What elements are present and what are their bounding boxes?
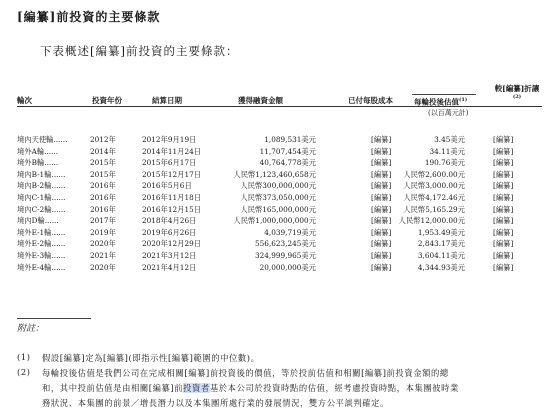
notes-label: 附註： [17, 324, 45, 334]
cell-date: 2015年12月17日 [142, 169, 202, 179]
cell-amount: 556,623,245美元 [254, 239, 316, 249]
cell-discount: [編纂] [493, 239, 514, 249]
cell-valuation: 4,344.93美元 [417, 262, 465, 272]
cell-valuation: 人民幣2,600.00元 [403, 169, 465, 179]
cell-date: 2012年9月19日 [142, 135, 197, 144]
cell-valuation: 3,604.11美元 [417, 251, 465, 260]
table-row [0, 192, 556, 203]
cell-round: 境外E-3輪...... [17, 251, 66, 260]
cell-valuation: 190.76美元 [424, 158, 465, 168]
table-row [0, 227, 556, 238]
cell-amount: 324,999,965美元 [254, 251, 316, 260]
header-year: 投資年份 [92, 96, 122, 105]
cell-round: 境內B-1輪...... [17, 169, 66, 179]
note-1-text: 假設[編纂]定為[編纂](即指示性[編纂]範圍的中位數)。 [42, 353, 260, 363]
valuation-rule [412, 94, 476, 95]
cell-valuation: 人民幣3,000.00元 [403, 181, 465, 191]
cell-year: 2015年 [90, 169, 116, 179]
cell-discount: [編纂] [493, 227, 514, 237]
cell-discount: [編纂] [493, 193, 514, 202]
header-discount-ref: (2) [512, 94, 522, 100]
note-2-line-2 [42, 382, 459, 394]
header-valuation-ref: (1) [459, 97, 468, 103]
cell-round: 境內C-1輪...... [17, 193, 66, 202]
header-rule [17, 106, 542, 107]
cell-cost: [編纂] [371, 146, 392, 156]
cell-year: 2021年 [90, 251, 116, 260]
cell-cost: [編纂] [371, 239, 392, 249]
cell-valuation: 人民幣5,165.29元 [403, 204, 465, 214]
cell-date: 2016年5月6日 [142, 181, 192, 191]
cell-valuation: 1,953.49美元 [417, 227, 465, 237]
cell-cost: [編纂] [371, 204, 392, 214]
cell-valuation: 3.45美元 [434, 135, 465, 144]
cell-cost: [編纂] [371, 262, 392, 272]
cell-year: 2017年 [90, 216, 116, 226]
header-round: 輪次 [17, 96, 32, 105]
cell-discount: [編纂] [493, 181, 514, 191]
cell-year: 2016年 [90, 181, 116, 191]
table-row [0, 134, 556, 145]
cell-date: 2019年6月26日 [142, 227, 197, 237]
cell-valuation: 人民幣12,000.00元 [398, 216, 465, 226]
notes-rule [17, 318, 91, 319]
cell-round: 境外B輪...... [17, 158, 59, 168]
cell-round: 境外E-4輪...... [17, 262, 66, 272]
cell-year: 2020年 [90, 262, 116, 272]
table-row [0, 262, 556, 273]
note-2-line-2-start: 和，其中投前估值是由相關[編纂]前 [42, 383, 184, 393]
cell-date: 2018年4月26日 [142, 216, 197, 226]
cell-discount: [編纂] [493, 262, 514, 272]
table-row [0, 146, 556, 157]
cell-cost: [編纂] [371, 216, 392, 226]
note-2-highlight: 投資者 [183, 383, 210, 393]
section-title: [編纂]前投資的主要條款 [17, 10, 161, 24]
cell-cost: [編纂] [371, 169, 392, 179]
cell-round: 境內D輪...... [17, 216, 59, 226]
table-row [0, 250, 556, 261]
table-row [0, 215, 556, 226]
cell-amount: 人民幣300,000,000元 [240, 181, 316, 191]
cell-round: 境外E-1輪...... [17, 227, 66, 237]
cell-year: 2015年 [90, 158, 116, 168]
cell-date: 2015年6月17日 [142, 158, 197, 168]
header-settlement-date: 結算日期 [152, 96, 182, 105]
header-valuation-unit: (以百萬元計) [428, 109, 469, 117]
table-row [0, 204, 556, 215]
header-cost-per-share: 已付每股成本 [348, 96, 393, 105]
cell-round: 境內天使輪...... [17, 135, 68, 144]
cell-amount: 4,039,719美元 [264, 227, 316, 237]
cell-amount: 40,764,778美元 [259, 158, 316, 168]
cell-discount: [編纂] [493, 169, 514, 179]
cell-cost: [編纂] [371, 135, 392, 144]
cell-year: 2014年 [90, 146, 116, 156]
intro-text: 下表概述[編纂]前投資的主要條款： [40, 44, 239, 58]
cell-year: 2019年 [90, 227, 116, 237]
cell-year: 2016年 [90, 193, 116, 202]
table-row [0, 180, 556, 191]
header-amount: 獲得融資金額 [238, 96, 283, 105]
cell-date: 2021年4月12日 [142, 262, 197, 272]
cell-year: 2012年 [90, 135, 116, 144]
cell-valuation: 人民幣4,172.46元 [403, 193, 465, 202]
note-1-number: (1) [17, 352, 31, 362]
table-row [0, 169, 556, 180]
cell-round: 境外E-2輪...... [17, 239, 66, 249]
cell-date: 2021年3月12日 [142, 251, 197, 260]
cell-round: 境內C-2輪...... [17, 204, 66, 214]
cell-round: 境內B-2輪...... [17, 181, 66, 191]
header-discount [493, 84, 541, 104]
cell-year: 2020年 [90, 239, 116, 249]
table-row [0, 238, 556, 249]
cell-round: 境外A輪...... [17, 146, 59, 156]
cell-cost: [編纂] [371, 158, 392, 168]
cell-valuation: 2,843.17美元 [417, 239, 465, 249]
cell-discount: [編纂] [493, 216, 514, 226]
cell-amount: 人民幣1,123,460,658元 [233, 169, 316, 179]
table-row [0, 157, 556, 168]
cell-date: 2014年11月24日 [142, 146, 202, 156]
header-discount-label: 較[編纂]折讓 [494, 84, 540, 93]
cell-cost: [編纂] [371, 251, 392, 260]
cell-amount: 1,089,531美元 [264, 135, 316, 144]
cell-year: 2016年 [90, 204, 116, 214]
cell-discount: [編纂] [493, 135, 514, 144]
cell-amount: 20,000,000美元 [259, 262, 316, 272]
header-valuation-label: 每輪投後估值 [414, 97, 459, 107]
cell-discount: [編纂] [493, 204, 514, 214]
cell-amount: 人民幣1,000,000,000元 [233, 216, 316, 226]
cell-discount: [編纂] [493, 251, 514, 260]
cell-date: 2020年12月29日 [142, 239, 202, 249]
cell-cost: [編纂] [371, 181, 392, 191]
cell-valuation: 34.11美元 [429, 146, 465, 156]
note-2-line-3: 務狀況、本集團的前景／增長潛力以及本集團所處行業的發展情況，雙方公平談判確定。 [42, 398, 389, 408]
cell-discount: [編纂] [493, 146, 514, 156]
cell-amount: 11,707,454美元 [259, 146, 316, 156]
cell-date: 2016年11月18日 [142, 193, 202, 202]
cell-cost: [編纂] [371, 193, 392, 202]
note-2-line-1: 每輪投後估值是我們公司在完成相關[編纂]前投資後的價值，等於投前估值和相關[編纂]前投資金額的總 [42, 368, 449, 378]
cell-date: 2016年12月15日 [142, 204, 202, 214]
cell-amount: 人民幣373,050,000元 [240, 193, 316, 202]
header-valuation [414, 96, 467, 107]
cell-discount: [編纂] [493, 158, 514, 168]
cell-amount: 人民幣165,000,000元 [240, 204, 316, 214]
note-2-number: (2) [17, 367, 31, 377]
cell-cost: [編纂] [371, 227, 392, 237]
note-2-line-2-end: 基於本公司於投資時點的估值，經考慮投資時點，本集團彼時業 [209, 383, 459, 393]
